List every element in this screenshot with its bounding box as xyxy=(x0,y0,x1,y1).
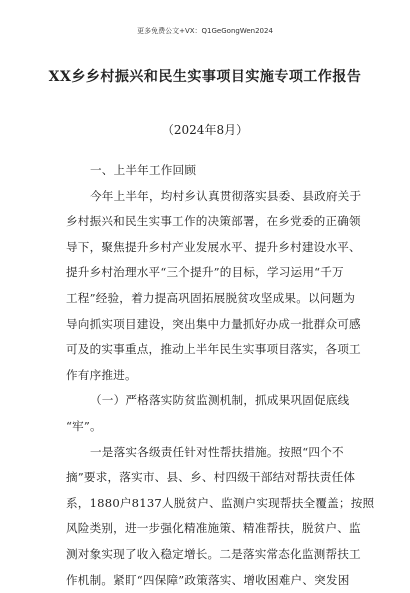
document-body xyxy=(66,158,342,593)
body-line: 风险类别，进一步强化精准施策、精准帮扶，脱贫户、监 xyxy=(66,516,342,542)
body-line: 导下，聚焦提升乡村产业发展水平、提升乡村建设水平、 xyxy=(66,235,342,261)
body-line: 作有序推进。 xyxy=(66,363,342,389)
body-line: 导向抓实项目建设，突出集中力量抓好办成一批群众可感 xyxy=(66,312,342,338)
body-line: 一是落实各级责任针对性帮扶措施。按照“四个不 xyxy=(66,440,342,466)
body-line: 作机制。紧盯“四保障”政策落实、增收困难户、突发困 xyxy=(66,568,342,593)
subsection-heading: （一）严格落实防贫监测机制，抓成果巩固促底线 xyxy=(66,388,342,414)
body-line: 今年上半年，均村乡认真贯彻落实县委、县政府关于 xyxy=(66,184,342,210)
body-line: 摘”要求，落实市、县、乡、村四级干部结对帮扶责任体 xyxy=(66,465,342,491)
document-title: XX乡乡村振兴和民生实事项目实施专项工作报告 xyxy=(0,66,410,86)
body-line: 系，1880户8137人脱贫户、监测户实现帮扶全覆盖；按照 xyxy=(66,491,342,517)
subsection-heading-cont: “牢”。 xyxy=(66,414,342,440)
header-note: 更多免费公文+VX：Q1GeGongWen2024 xyxy=(0,26,410,36)
body-line: 提升乡村治理水平“三个提升”的目标，学习运用“千万 xyxy=(66,260,342,286)
body-line: 可及的实事重点，推动上半年民生实事项目落实，各项工 xyxy=(66,337,342,363)
body-line: 工程”经验，着力提高巩固拓展脱贫攻坚成果。以问题为 xyxy=(66,286,342,312)
body-line: 乡村振兴和民生实事工作的决策部署，在乡党委的正确领 xyxy=(66,209,342,235)
section-heading: 一、上半年工作回顾 xyxy=(66,158,342,184)
body-line: 测对象实现了收入稳定增长。二是落实常态化监测帮扶工 xyxy=(66,542,342,568)
document-date: （2024年8月） xyxy=(0,121,410,138)
